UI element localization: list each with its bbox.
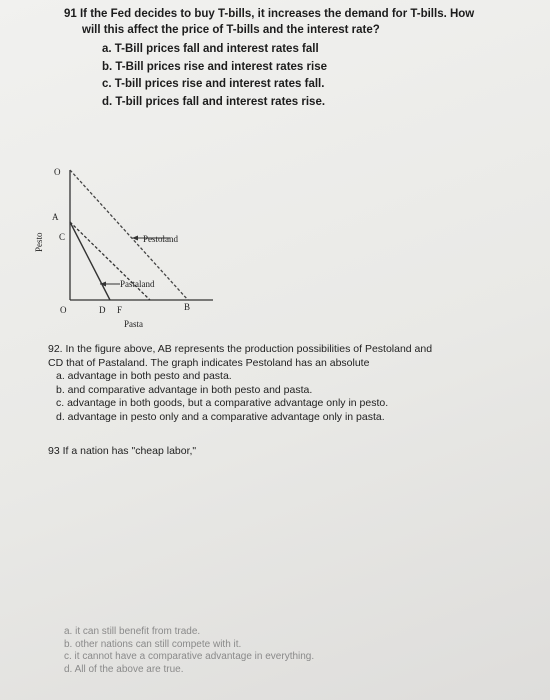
y-axis-label: Pesto [34, 232, 44, 252]
question-92-option-c: c. advantage in both goods, but a comparative advantage only in pesto. [56, 397, 389, 409]
question-93-option-c: c. it cannot have a comparative advantage in everything. [64, 651, 315, 662]
question-91 [64, 6, 524, 111]
question-92-stem [48, 343, 508, 370]
point-d-label: D [99, 305, 106, 315]
ppf-figure [28, 160, 228, 335]
question-93-option-d: d. All of the above are true. [64, 663, 184, 675]
question-93-option-b: b. other nations can still compete with it. [64, 638, 242, 650]
origin-label: O [60, 305, 67, 315]
question-93-option-a: a. it can still benefit from trade. [64, 626, 201, 637]
question-91-option-c: c. T-bill prices rise and interest rates fall. [102, 78, 325, 90]
question-92-stem-line-2: CD that of Pastaland. The graph indicates Pestoland has an absolute [48, 356, 370, 369]
question-92-option-a: a. advantage in both pesto and pasta. [56, 370, 232, 382]
question-91-stem-line-2: will this affect the price of T-bills and the interest rate? [82, 24, 380, 36]
pestoland-label: Pestoland [143, 234, 178, 244]
x-axis-label: Pasta [124, 319, 143, 329]
question-93-stem: 93 If a nation has "cheap labor," [48, 445, 197, 457]
pestoland-arrowhead [132, 236, 138, 241]
point-b-label: B [184, 302, 191, 312]
question-92 [48, 343, 508, 424]
question-92-option-d: d. advantage in pesto only and a comparative advantage only in pasta. [56, 410, 385, 423]
question-91-stem [64, 6, 524, 38]
point-c-label: C [59, 232, 66, 242]
question-92-stem-line-1: 92. In the figure above, AB represents the production possibilities of Pestoland and [48, 343, 433, 355]
question-93-options [64, 626, 314, 676]
question-91-option-d: d. T-bill prices fall and interest rates rise. [102, 95, 326, 108]
ppf-diagram [28, 160, 228, 335]
point-a-label: A [52, 212, 59, 222]
question-91-options [102, 41, 524, 111]
point-f-label: F [117, 305, 123, 315]
question-91-stem-line-1: 91 If the Fed decides to buy T-bills, it increases the demand for T-bills. How [64, 8, 475, 20]
axis-origin-top-label: O [54, 167, 61, 177]
line-cd [70, 222, 110, 300]
question-91-option-b: b. T-Bill prices rise and interest rates rise [102, 60, 327, 73]
question-92-options [56, 370, 508, 424]
question-92-option-b: b. and comparative advantage in both pesto and pasta. [56, 383, 313, 396]
pastaland-label: Pastaland [120, 279, 155, 289]
question-91-option-a: a. T-Bill prices fall and interest rates fall [102, 43, 319, 55]
